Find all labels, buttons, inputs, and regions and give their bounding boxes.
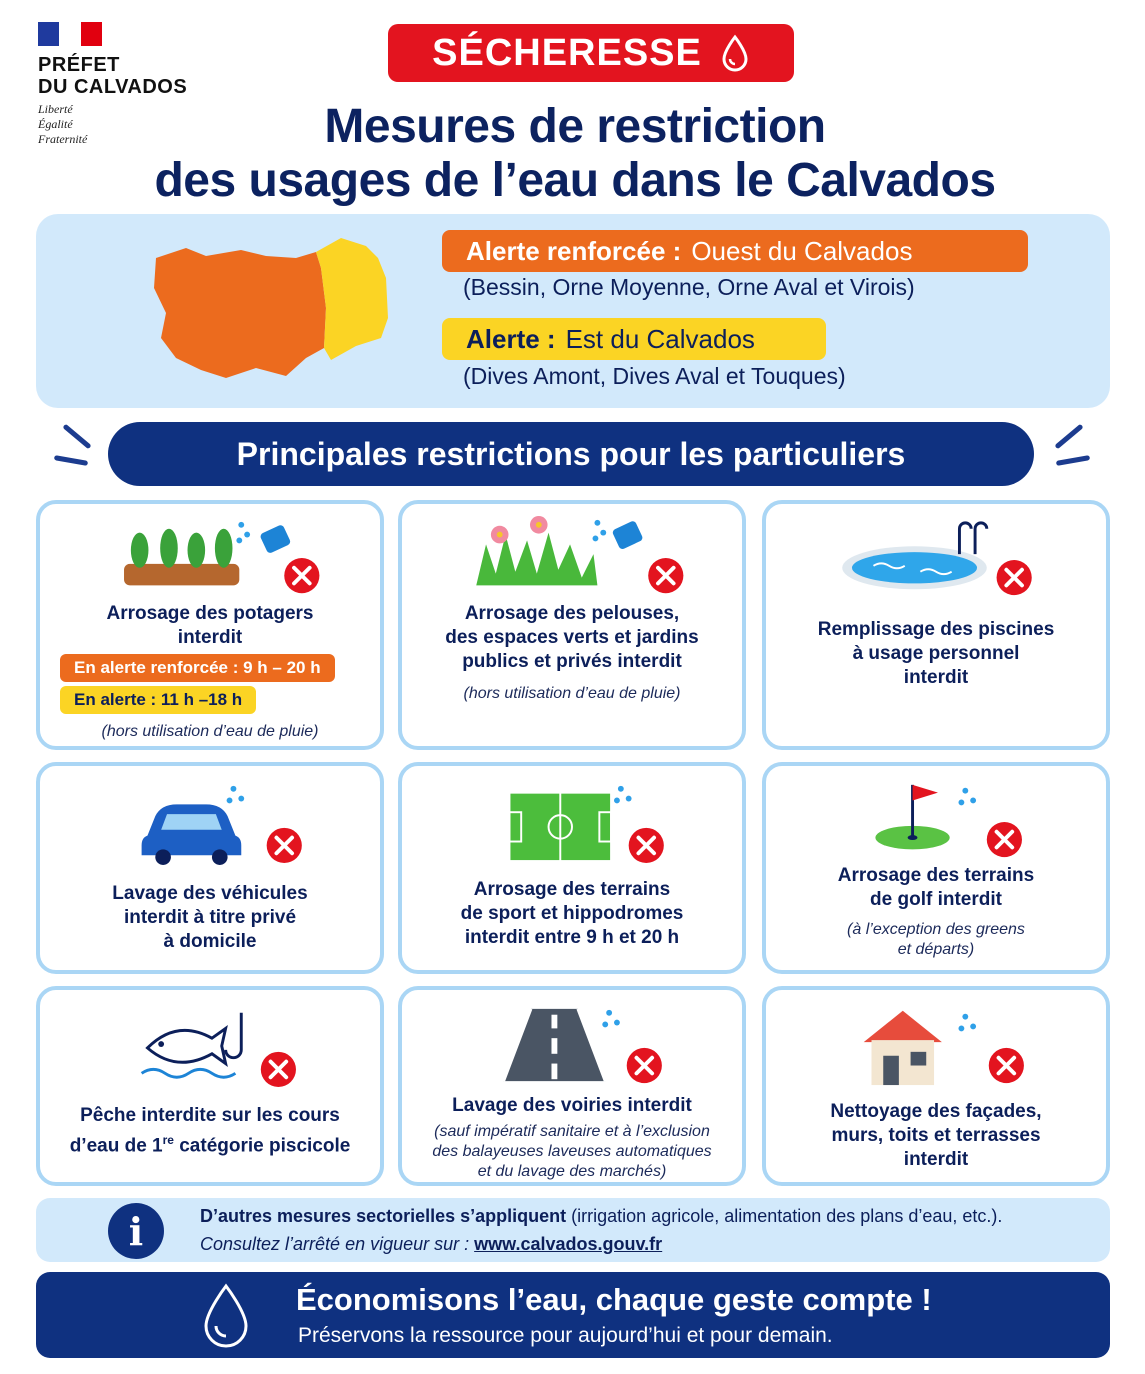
- water-drop-icon: [720, 34, 750, 72]
- card-facades: [762, 986, 1110, 1186]
- alert-orange-label: Alerte renforcée :: [466, 235, 682, 266]
- lawn-flowers-icon: [402, 504, 742, 614]
- house-icon: [766, 990, 1106, 1100]
- info-bar: [36, 1198, 1110, 1262]
- card-sport-text: Arrosage des terrains de sport et hippodromes interdit entre 9 h et 20 h: [460, 879, 684, 948]
- road-icon: [402, 990, 742, 1100]
- water-drop-icon: [200, 1282, 252, 1348]
- decor-dash: [54, 455, 88, 466]
- vegetable-garden-icon: [40, 504, 380, 614]
- prefecture-website-link[interactable]: www.calvados.gouv.fr: [474, 1234, 663, 1254]
- card-potagers-note: (hors utilisation d’eau de pluie): [101, 723, 319, 740]
- card-piscines-text: Remplissage des piscines à usage personnel interdit: [817, 619, 1055, 688]
- card-voiries-text: Lavage des voiries interdit: [452, 1095, 692, 1116]
- alert-yellow-zone: Est du Calvados: [565, 323, 755, 354]
- info-line2: Consultez l’arrêté en vigueur sur : www.calvados.gouv.fr: [200, 1234, 663, 1254]
- card-pelouses: [398, 500, 746, 750]
- alert-orange-zone: Ouest du Calvados: [691, 235, 913, 266]
- card-piscines: [762, 500, 1110, 750]
- org-name-line2: DU CALVADOS: [38, 76, 188, 98]
- motto-liberte: Liberté: [38, 102, 73, 116]
- footer-banner: [36, 1272, 1110, 1358]
- card-facades-text: Nettoyage des façades, murs, toits et terrasses interdit: [830, 1101, 1042, 1170]
- french-flag-icon: [38, 22, 102, 46]
- card-pelouses-note: (hors utilisation d’eau de pluie): [463, 685, 681, 702]
- alert-yellow-banner: [442, 318, 826, 360]
- alert-orange-areas: (Bessin, Orne Moyenne, Orne Aval et Virois): [463, 274, 915, 300]
- section-heading: Principales restrictions pour les particuliers: [108, 422, 1034, 486]
- golf-flag-icon: [766, 766, 1106, 876]
- title-line2: des usages de l’eau dans le Calvados: [154, 154, 996, 207]
- decor-dash: [1054, 424, 1083, 450]
- motto-fraternite: Fraternité: [38, 132, 88, 146]
- page-title: [60, 100, 1090, 208]
- card-voiries: [398, 986, 746, 1186]
- alert-orange-banner: [442, 230, 1028, 272]
- card-golf-note: (à l’exception des greens et départs): [847, 921, 1025, 958]
- card-sport: [398, 762, 746, 974]
- calvados-map-icon: [146, 228, 406, 388]
- org-name-line1: PRÉFET: [38, 54, 120, 76]
- footer-subslogan: Préservons la ressource pour aujourd’hui et pour demain.: [298, 1324, 833, 1347]
- alert-yellow-areas: (Dives Amont, Dives Aval et Touques): [463, 363, 846, 389]
- decor-dash: [1056, 455, 1090, 466]
- alert-yellow-label: Alerte :: [466, 323, 556, 354]
- pill-alerte-renforcee: En alerte renforcée : 9 h – 20 h: [60, 654, 335, 682]
- card-peche: [36, 986, 384, 1186]
- card-vehicules: [36, 762, 384, 974]
- info-line1: D’autres mesures sectorielles s’appliquent (irrigation agricole, alimentation des plans d’eau, etc.).: [200, 1206, 1003, 1226]
- car-icon: [40, 766, 380, 876]
- card-potagers: [36, 500, 384, 750]
- card-golf: [762, 762, 1110, 974]
- football-field-icon: [402, 766, 742, 876]
- info-icon: i: [108, 1203, 164, 1259]
- pool-icon: [766, 504, 1106, 614]
- card-golf-text: Arrosage des terrains de golf interdit: [837, 865, 1035, 910]
- decor-dash: [62, 424, 91, 450]
- footer-slogan: Économisons l’eau, chaque geste compte !: [296, 1282, 932, 1317]
- motto-egalite: Égalité: [38, 117, 73, 131]
- drought-badge: [388, 24, 794, 82]
- card-voiries-note: (sauf impératif sanitaire et à l’exclusion des balayeuses laveuses automatiques et du lavage des marchés): [432, 1123, 712, 1180]
- badge-label: SÉCHERESSE: [432, 31, 702, 74]
- pill-alerte: En alerte : 11 h –18 h: [60, 686, 256, 714]
- card-pelouses-text: Arrosage des pelouses, des espaces verts et jardins publics et privés interdit: [445, 603, 699, 672]
- fish-hook-icon: [40, 990, 380, 1100]
- card-peche-text: Pêche interdite sur les cours d’eau de 1re catégorie piscicole: [69, 1105, 351, 1157]
- card-vehicules-text: Lavage des véhicules interdit à titre privé à domicile: [112, 883, 308, 952]
- title-line1: Mesures de restriction: [324, 100, 826, 153]
- card-potagers-text: Arrosage des potagers interdit: [106, 603, 314, 648]
